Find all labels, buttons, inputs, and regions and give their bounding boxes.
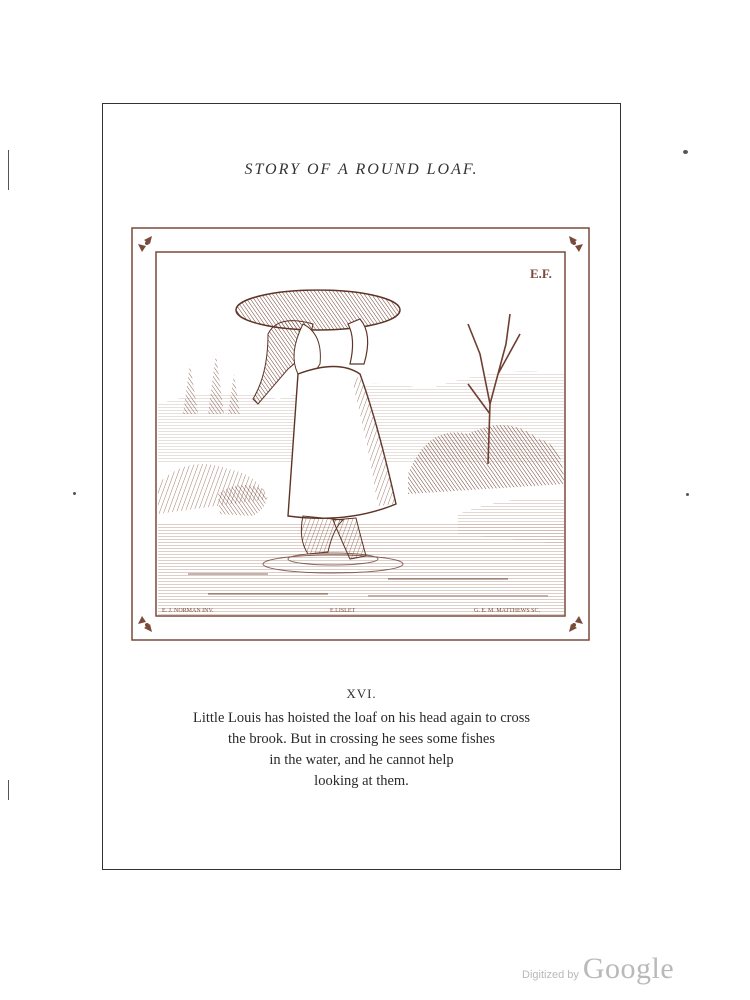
signature-right: G. E. M. MATTHEWS SC.: [474, 608, 541, 614]
engraved-illustration: [128, 224, 593, 644]
scan-speck: [8, 780, 9, 800]
caption-line: looking at them.: [314, 773, 409, 789]
artist-monogram: E.F.: [530, 266, 552, 281]
watermark-logo: Google: [582, 952, 675, 985]
corner-ornament-top-left: [138, 236, 152, 252]
caption-line: in the water, and he cannot help: [269, 752, 454, 768]
watermark-prefix: Digitized by: [522, 969, 579, 981]
signature-left: E. J. NORMAN INV.: [162, 608, 214, 614]
caption-line: the brook. But in crossing he sees some fishes: [227, 731, 495, 747]
corner-ornament-bottom-right: [569, 616, 583, 632]
signature-center: E.LISLET: [330, 608, 356, 614]
scan-speck: [8, 150, 9, 190]
scan-speck: [686, 493, 689, 496]
poplar-trees: [183, 354, 240, 414]
corner-ornament-bottom-left: [138, 616, 152, 632]
plate-number: XVI.: [346, 686, 377, 701]
digitized-watermark: [522, 952, 674, 984]
corner-ornament-top-right: [569, 236, 583, 252]
left-boulder: [218, 485, 266, 516]
scan-speck: [73, 492, 76, 495]
scene: [158, 290, 564, 616]
round-loaf: [236, 290, 400, 330]
caption-line: Little Louis has hoisted the loaf on his head again to cross: [192, 710, 531, 726]
caption: [102, 708, 621, 792]
scan-speck: [683, 150, 688, 154]
page-title: STORY OF A ROUND LOAF.: [244, 161, 479, 178]
